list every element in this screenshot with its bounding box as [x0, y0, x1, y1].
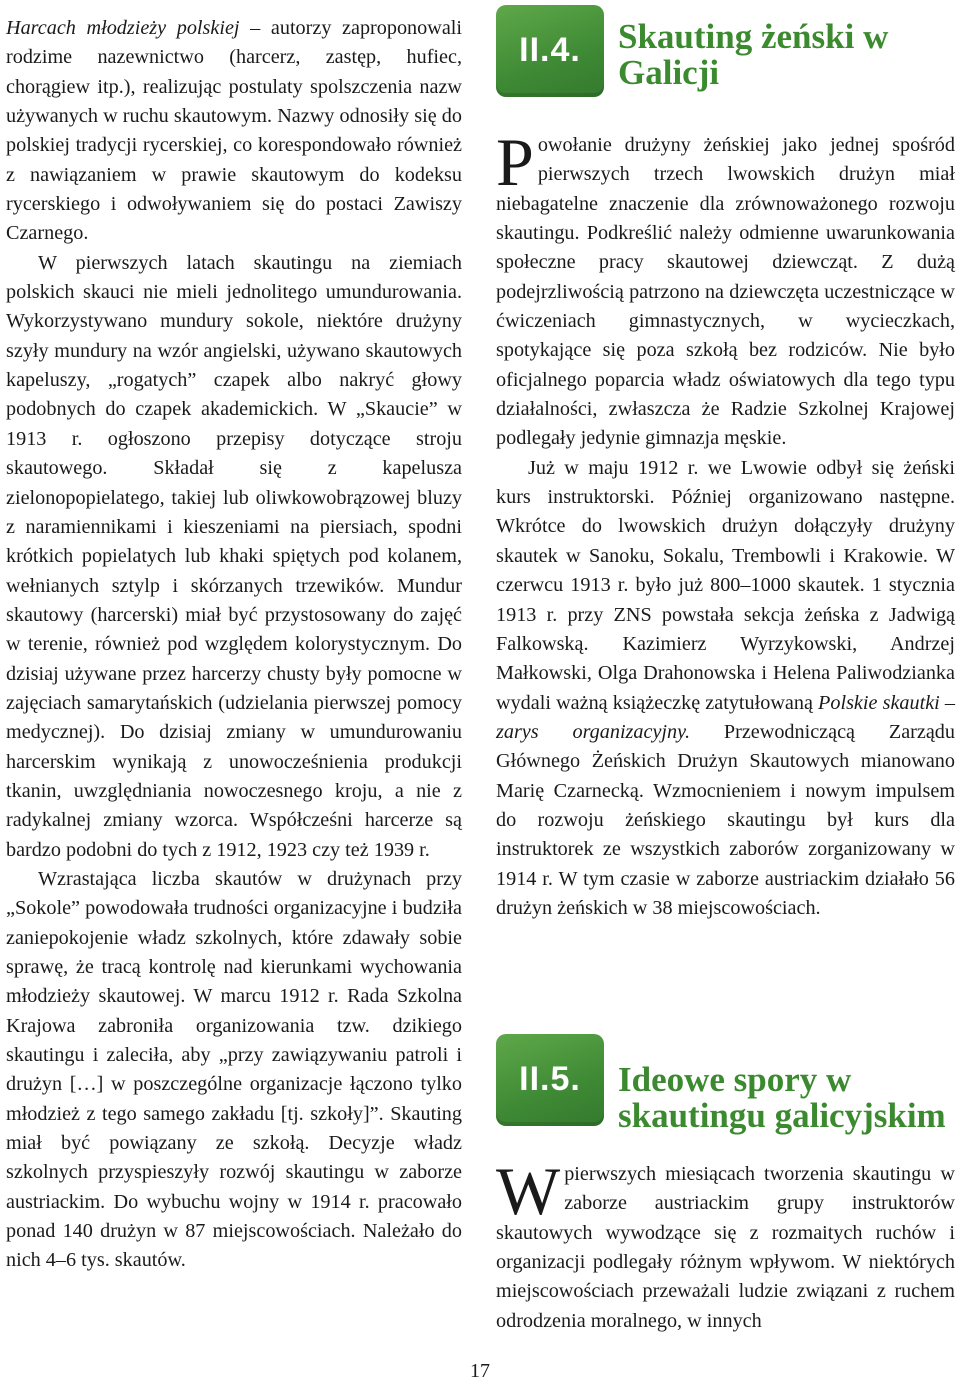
section-paragraph-1: Wpierwszych miesiącach tworzenia skautingu w zaborze austriackim grupy instruktorów skautowych wywodzące się z rozmaitych ruchów i organizacji podlegały różnym wpływom. W niektórych miejscowościach przeważali ludzie związani z ruchem odrodzenia moralnego, w innych [496, 1153, 955, 1332]
right-column-section-ii4 [496, 124, 955, 923]
section-header-ii4 [496, 5, 956, 105]
left-paragraph-2: W pierwszych latach skautingu na ziemiach polskich skauci nie mieli jednolitego umundurowania. Wykorzystywano mundury sokole, niektóre drużyny szyły mundury na wzór angielski, używano skautowych kapeluszy, „rogatych” czapek albo nakryć głowy podobnych do czapek akademickich. W „Skaucie” w 1913 r. ogłoszono przepisy dotyczące stroju skautowego. Składał się z kapelusza zielonopopielatego, takiej lub oliwkowobrązowej bluzy z naramiennikami i kieszeniami na piersiach, spodni krótkich popielatych lub khaki spiętych pod kolanem, wełnianych sztylp i skórzanych trzewików. Mundur skautowy (harcerski) miał być przystosowany do zajęć w terenie, również pod względem kolorystycznym. Do dzisiaj używane przez harcerzy chusty były pomocne w zajęciach samarytańskich (udzielania pierwszej pomocy medycznej). Do dzisiaj zmiany w umundurowaniu harcerskim wynikają z unowocześnienia produkcji tkanin, uwzględniania nowoczesnego kroju, a nie z radykalnej zmiany wzorca. Współcześni harcerze są bardzo podobni do tych z 1912, 1923 czy też 1939 r. [6, 251, 462, 861]
section-header-ii5 [496, 1034, 956, 1134]
left-column [6, 14, 462, 1276]
book-title-italic: Polskie skautki – zarys organizacyjny. [496, 691, 955, 743]
section-paragraph-2: Już w maju 1912 r. we Lwowie odbył się żeński kurs instruktorski. Później organizowano następne. Wkrótce do lwowskich drużyn dołączyły drużyny skautek w Sanoku, Sokalu, Trembowli i Krakowie. W czerwcu 1913 r. było już 800–1000 skautek. 1 stycznia 1913 r. przy ZNS powstała sekcja żeńska z Jadwigą Falkowską. Kazimierz Wyrzykowski, Andrzej Małkowski, Olga Drahonowska i Helena Paliwodzianka wydali ważną książeczkę zatytułowaną Polskie skautki – zarys organizacyjny. Przewodniczącą Zarządu Głównego Żeńskich Drużyn Skautowych mianowano Marię Czarnecką. Wzmocnieniem i nowym impulsem do rozwoju żeńskiego skautingu był kurs dla instruktorek ze wszystkich zaborów zorganizowany w 1914 r. W tym czasie w zaborze austriackim działało 56 drużyn żeńskich w 38 miejscowościach. [496, 456, 955, 919]
page-number: 17 [470, 1360, 490, 1382]
section-title: Ideowe spory w skautingu galicyjskim [618, 1060, 946, 1135]
section-title: Skauting żeński w Galicji [618, 17, 889, 92]
drop-cap: W [496, 1153, 561, 1229]
section-number-badge [496, 1034, 604, 1126]
left-paragraph-3: Wzrastająca liczba skautów w drużynach przy „Sokole” powodowała trudności organizacyjne i budziła zaniepokojenie władz szkolnych, które zdawały sobie sprawę, że tracą kontrolę nad kierunkami wychowania młodzieży skautowej. W marcu 1912 r. Rada Szkolna Krajowa zabroniła organizowania tzw. dzikiego skautingu i zaleciła, aby „przy zawiązywaniu patroli i drużyn […] w poszczególne organizacje łączono tylko młodzież z tego samego zakładu [tj. szkoły]”. Skauting miał być powiązany ze szkołą. Decyzje władz szkolnych przyspieszyły rozwój skautingu w zaborze austriackim. Do wybuchu wojny w 1914 r. pracowało ponad 140 drużyn w 87 miejscowościach. Należało do nich 4–6 tys. skautów. [6, 867, 462, 1272]
section-number: II.5. [519, 1060, 581, 1098]
section-number: II.4. [519, 31, 581, 69]
section-number-badge [496, 5, 604, 97]
book-title-italic: Harcach młodzieży polskiej [6, 17, 240, 39]
section-paragraph-1: Powołanie drużyny żeńskiej jako jednej spośród pierwszych trzech lwowskich drużyn miał niebagatelne znaczenie dla zrównoważonego rozwoju skautingu. Podkreślić należy odmienne uwarunkowania społeczne pracy skautowej dziewcząt. Z dużą podejrzliwością patrzono na dziewczęta uczestniczące w ćwiczeniach gimnastycznych, w wycieczkach, spotykające się poza szkołą bez rodziców. Nie było oficjalnego poparcia władz oświatowych dla tego typu działalności, zwłaszcza że Radzie Szkolnej Krajowej podlegały jedynie gimnazja męskie. [496, 124, 955, 450]
drop-cap: P [496, 124, 534, 200]
right-column-section-ii5 [496, 1153, 955, 1336]
left-paragraph-1: Harcach młodzieży polskiej – autorzy zaproponowali rodzime nazewnictwo (harcerz, zastęp, hufiec, chorągiew itp.), realizując postulaty spolszczenia nazw używanych w ruchu skautowym. Nazwy odnosiły się do polskiej tradycji rycerskiej, co korespondowało również z nawiązaniem w prawie skautowym do kodeksu rycerskiego i odwoływaniem się do postaci Zawiszy Czarnego. [6, 17, 463, 245]
